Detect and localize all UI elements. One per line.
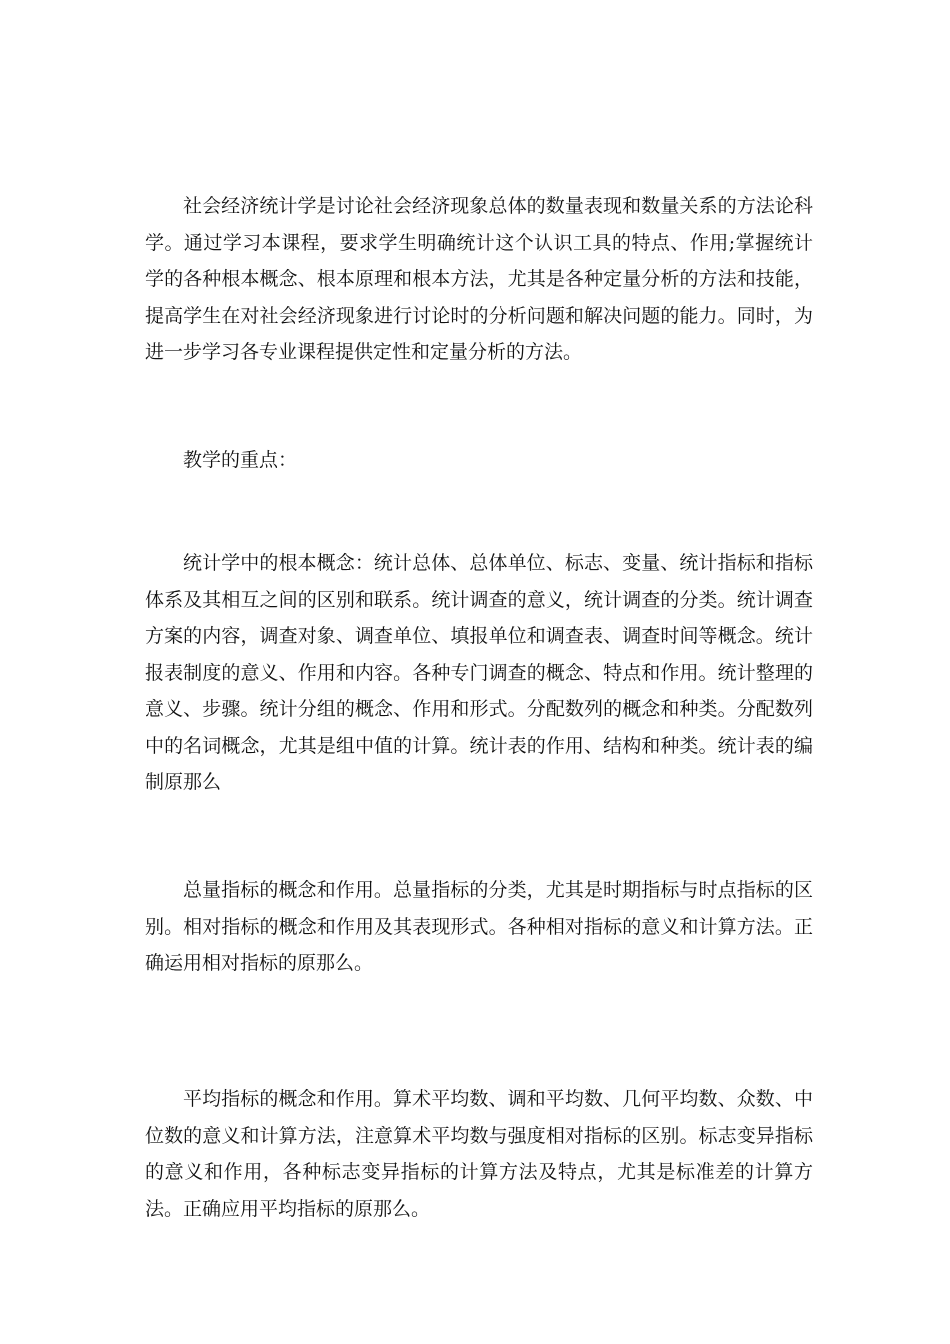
average-indicators-paragraph: 平均指标的概念和作用。算术平均数、调和平均数、几何平均数、众数、中位数的意义和计算方法，注意算术平均数与强度相对指标的区别。标志变异指标的意义和作用，各种标志变异指标的计算方法及特点，尤其是标准差的计算方法。正确应用平均指标的原那么。 [145, 1088, 813, 1220]
total-indicators-paragraph: 总量指标的概念和作用。总量指标的分类，尤其是时期指标与时点指标的区别。相对指标的概念和作用及其表现形式。各种相对指标的意义和计算方法。正确运用相对指标的原那么。 [145, 879, 813, 974]
teaching-focus-heading: 教学的重点： [183, 449, 298, 471]
intro-paragraph: 社会经济统计学是讨论社会经济现象总体的数量表现和数量关系的方法论科学。通过学习本课程，要求学生明确统计这个认识工具的特点、作用;掌握统计学的各种根本概念、根本原理和根本方法，尤其是各种定量分析的方法和技能，提高学生在对社会经济现象进行讨论时的分析问题和解决问题的能力。同时，为进一步学习各专业课程提供定性和定量分析的方法。 [145, 195, 813, 363]
basic-concepts-paragraph: 统计学中的根本概念：统计总体、总体单位、标志、变量、统计指标和指标体系及其相互之间的区别和联系。统计调查的意义，统计调查的分类。统计调查方案的内容，调查对象、调查单位、填报单位和调查表、调查时间等概念。统计报表制度的意义、作用和内容。各种专门调查的概念、特点和作用。统计整理的意义、步骤。统计分组的概念、作用和形式。分配数列的概念和种类。分配数列中的名词概念，尤其是组中值的计算。统计表的作用、结构和种类。统计表的编制原那么 [145, 552, 813, 793]
